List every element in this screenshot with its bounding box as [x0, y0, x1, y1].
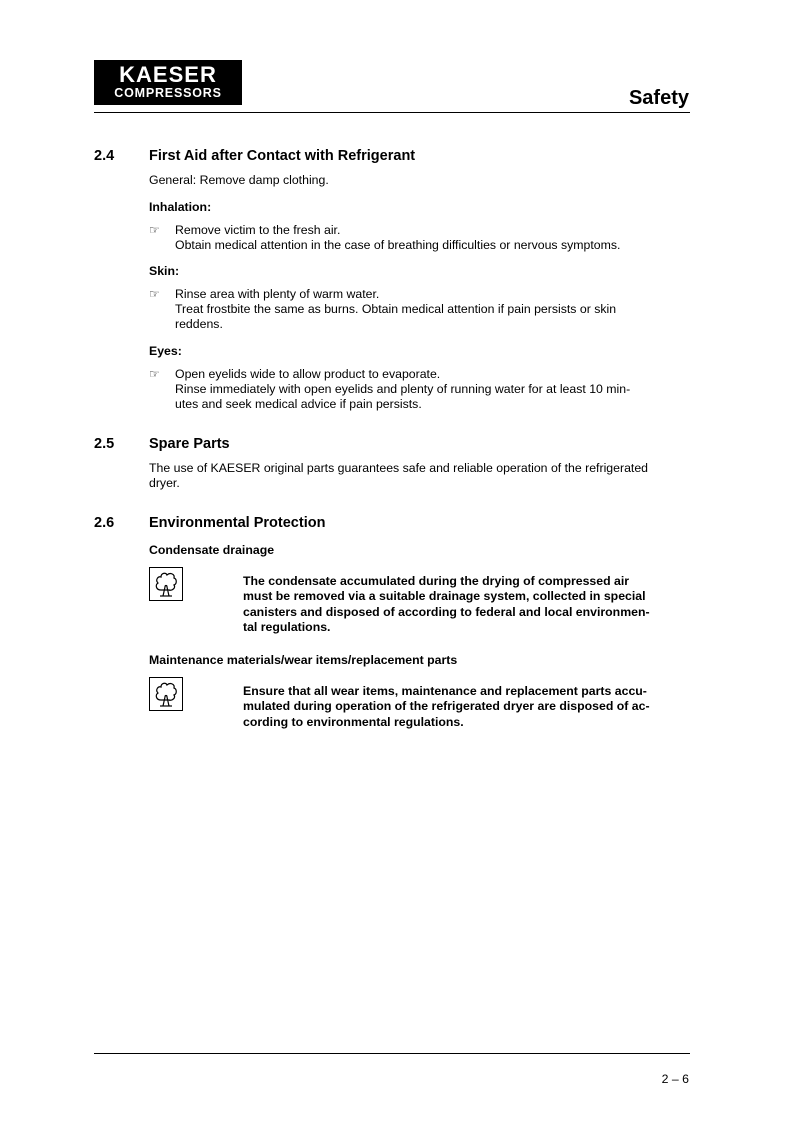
footer-divider [94, 1053, 690, 1054]
logo-subtitle: COMPRESSORS [114, 86, 222, 100]
section-2-6-number: 2.6 [94, 515, 115, 531]
section-2-6-title: Environmental Protection [149, 515, 326, 531]
condensate-line: must be removed via a suitable drainage system, collected in special [243, 589, 646, 604]
tree-icon [149, 677, 183, 711]
eyes-line: Open eyelids wide to allow product to evaporate. [175, 367, 441, 381]
section-2-5-title: Spare Parts [149, 436, 230, 452]
condensate-line: canisters and disposed of according to federal and local environmen- [243, 604, 650, 619]
maintenance-note [243, 684, 690, 730]
condensate-line: The condensate accumulated during the drying of compressed air [243, 574, 630, 588]
inhalation-label: Inhalation: [149, 200, 212, 214]
inhalation-instructions [175, 223, 690, 253]
spare-parts-line: The use of KAESER original parts guarantees safe and reliable operation of the refrigerated [149, 461, 649, 475]
condensate-line: tal regulations. [243, 619, 331, 634]
condensate-label: Condensate drainage [149, 543, 275, 557]
logo-wordmark: KAESER [119, 62, 217, 87]
skin-line: Rinse area with plenty of warm water. [175, 287, 380, 301]
skin-line: reddens. [175, 317, 223, 331]
inhalation-line: Remove victim to the fresh air. [175, 223, 341, 237]
section-2-5-number: 2.5 [94, 436, 115, 452]
eyes-label: Eyes: [149, 344, 182, 358]
maintenance-line: Ensure that all wear items, maintenance and replacement parts accu- [243, 684, 647, 698]
maintenance-line: mulated during operation of the refrigerated dryer are disposed of ac- [243, 699, 650, 714]
kaeser-logo [94, 60, 242, 105]
skin-label: Skin: [149, 264, 180, 278]
spare-parts-line: dryer. [149, 476, 180, 490]
page-number: 2 – 6 [661, 1072, 689, 1086]
spare-parts-text [149, 461, 689, 491]
pointing-hand-icon: ☞ [149, 367, 160, 381]
skin-line: Treat frostbite the same as burns. Obtain medical attention if pain persists or skin [175, 302, 617, 316]
pointing-hand-icon: ☞ [149, 287, 160, 301]
inhalation-line: Obtain medical attention in the case of breathing difficulties or nervous symptoms. [175, 238, 621, 252]
header-divider [94, 112, 690, 113]
maintenance-line: cording to environmental regulations. [243, 714, 464, 729]
tree-icon [149, 567, 183, 601]
pointing-hand-icon: ☞ [149, 223, 160, 237]
maintenance-label: Maintenance materials/wear items/replacement parts [149, 653, 458, 667]
general-instruction: General: Remove damp clothing. [149, 173, 329, 187]
eyes-line: utes and seek medical advice if pain persists. [175, 397, 422, 411]
section-2-4-title: First Aid after Contact with Refrigerant [149, 148, 416, 164]
skin-instructions [175, 287, 690, 332]
eyes-instructions [175, 367, 690, 412]
condensate-note [243, 574, 690, 635]
eyes-line: Rinse immediately with open eyelids and plenty of running water for at least 10 min- [175, 382, 631, 396]
chapter-title: Safety [628, 87, 689, 109]
section-2-4-number: 2.4 [94, 148, 115, 164]
